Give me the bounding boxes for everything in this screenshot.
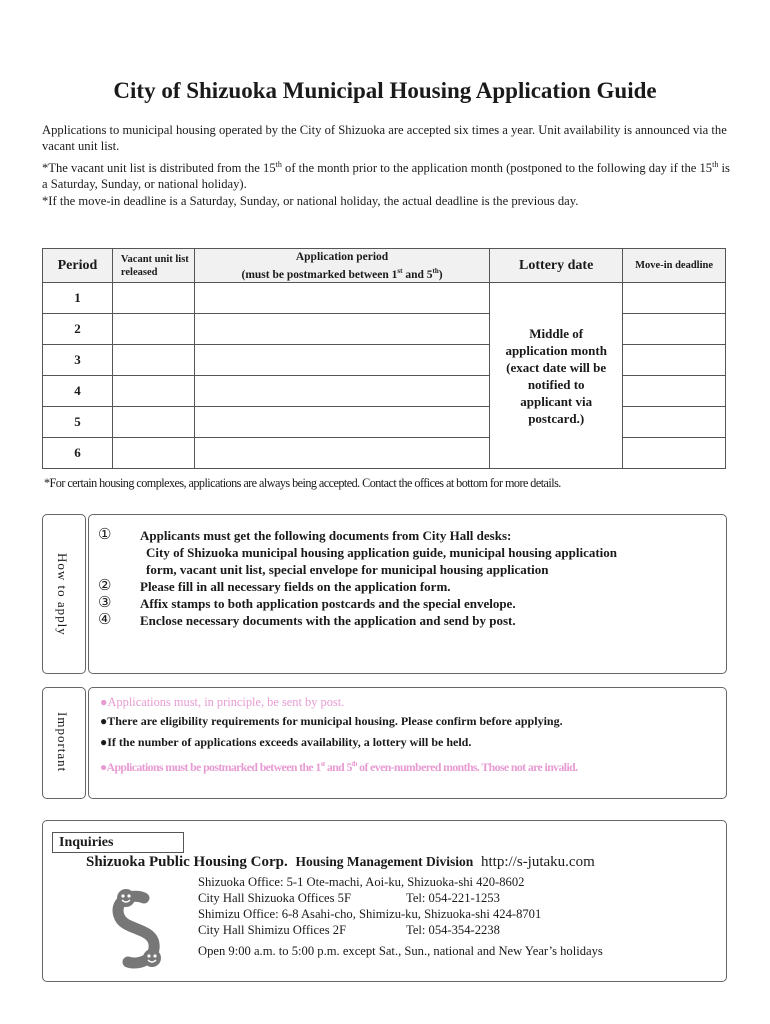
- important-item: ●If the number of applications exceeds availability, a lottery will be held.: [100, 735, 472, 749]
- address-line: City Hall Shizuoka Offices 5F Tel: 054-221-1253: [198, 891, 500, 905]
- lottery-date-note: Middle of application month (exact date will be notified to applicant via postcard.): [490, 283, 623, 469]
- always-accepted-note: *For certain housing complexes, applications are always being accepted. Contact the offices at bottom for more details.: [44, 476, 561, 490]
- header-lottery-date: Lottery date: [490, 249, 623, 283]
- website-link[interactable]: http://s-jutaku.com: [481, 854, 595, 870]
- page-title: City of Shizuoka Municipal Housing Application Guide: [113, 78, 657, 103]
- important-item: ●Applications must, in principle, be sent by post.: [100, 695, 345, 709]
- header-move-in-deadline: Move-in deadline: [623, 249, 726, 283]
- how-to-apply-label: How to apply: [55, 553, 70, 636]
- period-cell: 2: [43, 314, 113, 345]
- header-vacant-list: Vacant unit list released: [112, 249, 194, 283]
- table-row: [43, 376, 726, 407]
- organization-name: Shizuoka Public Housing Corp.: [86, 854, 288, 870]
- intro-note-deadline: *If the move-in deadline is a Saturday, Sunday, or national holiday, the actual deadline is the previous day.: [42, 194, 579, 208]
- phone-number: Tel: 054-221-1253: [406, 891, 500, 905]
- important-item: ●There are eligibility requirements for municipal housing. Please confirm before applying.: [100, 714, 563, 728]
- important-tab: [42, 687, 86, 799]
- table-row: [43, 407, 726, 438]
- inquiries-label: Inquiries: [52, 832, 184, 853]
- table-header-row: [43, 249, 726, 283]
- housing-corp-logo-icon: [104, 884, 168, 970]
- step-item: ② Please fill in all necessary fields on the application form.: [98, 578, 451, 594]
- organization-line: [86, 854, 595, 871]
- intro-paragraph: Applications to municipal housing operated by the City of Shizuoka are accepted six times a year. Unit availability is announced via the vacant unit list.: [42, 123, 727, 153]
- how-to-apply-tab: [42, 514, 86, 674]
- step-item: ③ Affix stamps to both application postcards and the special envelope.: [98, 595, 516, 611]
- address-line: Shizuoka Office: 5-1 Ote-machi, Aoi-ku, Shizuoka-shi 420-8602: [198, 875, 525, 889]
- table-row: [43, 314, 726, 345]
- steps-list: [98, 527, 660, 629]
- table-row: [43, 438, 726, 469]
- period-cell: 1: [43, 283, 113, 314]
- address-line: Shimizu Office: 6-8 Asahi-cho, Shimizu-ku, Shizuoka-shi 424-8701: [198, 907, 542, 921]
- header-period: Period: [43, 249, 113, 283]
- step-item: ④ Enclose necessary documents with the application and send by post.: [98, 612, 516, 628]
- header-application-period: Application period (must be postmarked between 1st and 5th): [194, 249, 489, 283]
- important-item: ●Applications must be postmarked between the 1st and 5th of even-numbered months. Those not are invalid.: [100, 760, 578, 774]
- period-cell: 3: [43, 345, 113, 376]
- period-cell: 4: [43, 376, 113, 407]
- important-label: Important: [55, 712, 70, 773]
- table-row: [43, 283, 726, 314]
- schedule-table: [42, 248, 726, 469]
- period-cell: 5: [43, 407, 113, 438]
- phone-number: Tel: 054-354-2238: [406, 923, 500, 937]
- intro-note-vacant-list: *The vacant unit list is distributed from the 15th of the month prior to the application month (postponed to the following day if the 15th is a Saturday, Sunday, or national holiday).: [42, 160, 730, 192]
- office-hours: Open 9:00 a.m. to 5:00 p.m. except Sat., Sun., national and New Year’s holidays: [198, 944, 603, 958]
- table-row: [43, 345, 726, 376]
- step-item: ① Applicants must get the following documents from City Hall desks:: [98, 527, 512, 543]
- address-line: City Hall Shimizu Offices 2F Tel: 054-354-2238: [198, 923, 500, 937]
- division-name: Housing Management Division: [295, 854, 474, 869]
- period-cell: 6: [43, 438, 113, 469]
- step-1-documents: City of Shizuoka municipal housing application guide, municipal housing application form, vacant unit list, special envelope for municipal housing application: [146, 545, 618, 577]
